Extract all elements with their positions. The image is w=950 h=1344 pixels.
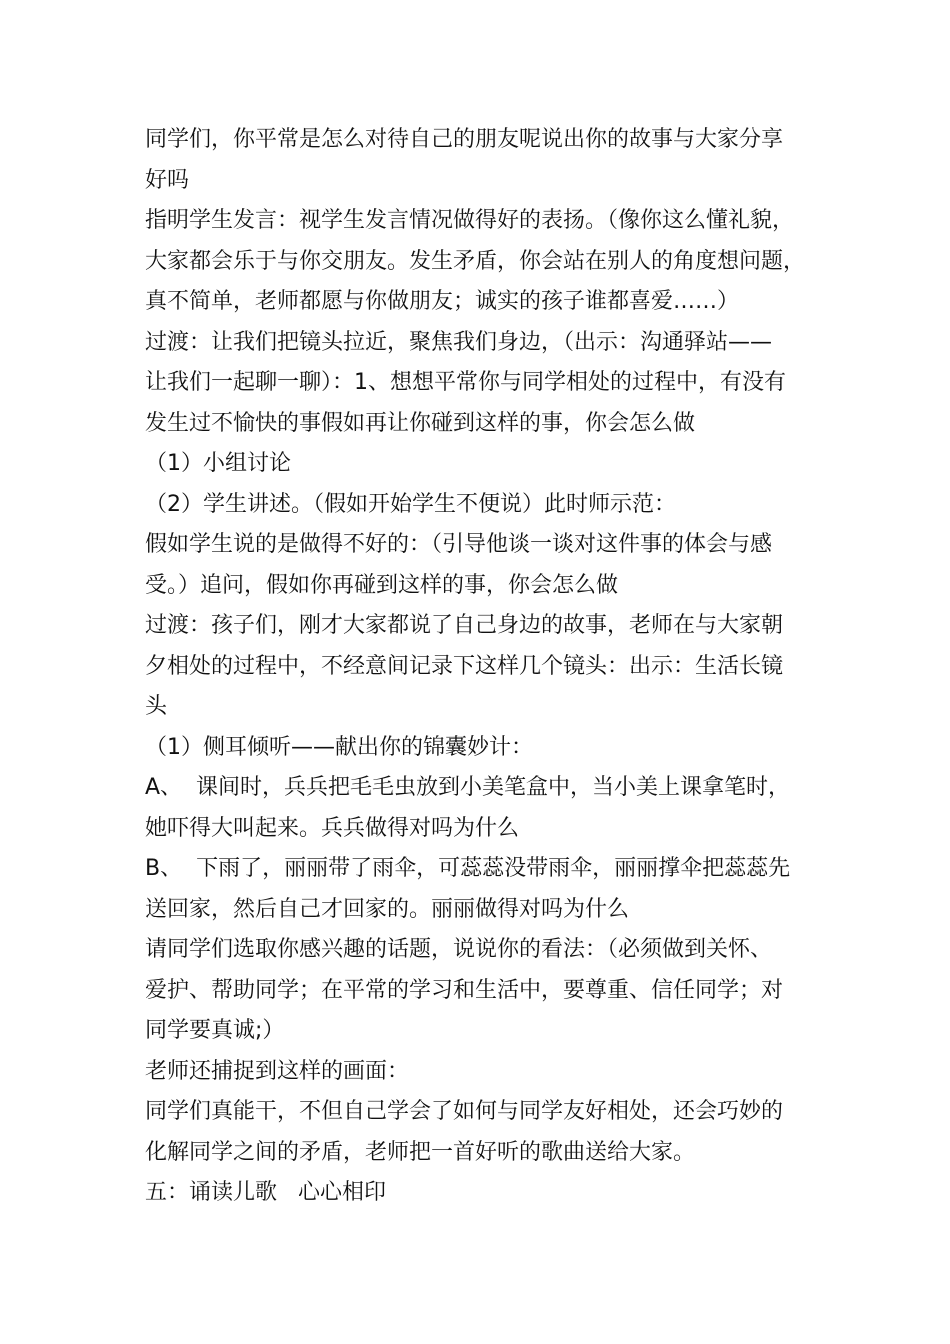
- text-line: 同学们真能干，不但自己学会了如何与同学友好相处，还会巧妙的: [145, 1099, 784, 1124]
- text-line: 爱护、帮助同学；在平常的学习和生活中，要尊重、信任同学；对: [145, 977, 784, 1003]
- text-line: 过渡：让我们把镜头拉近，聚焦我们身边，（出示：沟通驿站——: [145, 329, 773, 355]
- text-line: 同学们，你平常是怎么对待自己的朋友呢说出你的故事与大家分享: [145, 127, 784, 152]
- text-line: 受。）追问，假如你再碰到这样的事，你会怎么做: [145, 572, 619, 598]
- text-line: 真不简单，老师都愿与你做朋友；诚实的孩子谁都喜爱……）: [145, 289, 740, 314]
- text-line: （1）侧耳倾听——献出你的锦囊妙计：: [145, 734, 533, 760]
- section-heading: 五：诵读儿歌 心心相印: [145, 1180, 386, 1205]
- text-line: 头: [145, 694, 168, 719]
- text-line: （1）小组讨论: [145, 451, 291, 476]
- text-line: 化解同学之间的矛盾，老师把一首好听的歌曲送给大家。: [145, 1139, 696, 1165]
- text-line: 送回家，然后自己才回家的。丽丽做得对吗为什么: [145, 896, 630, 922]
- text-line: 过渡：孩子们，刚才大家都说了自己身边的故事，老师在与大家朝: [145, 613, 784, 638]
- text-line: 请同学们选取你感兴趣的话题，说说你的看法：（必须做到关怀、: [145, 937, 773, 962]
- text-line: 老师还捕捉到这样的画面：: [145, 1058, 410, 1084]
- text-line: 夕相处的过程中，不经意间记录下这样几个镜头：出示：生活长镜: [145, 653, 784, 679]
- text-line: 大家都会乐于与你交朋友。发生矛盾，你会站在别人的角度想问题，: [145, 248, 806, 274]
- document-body: [145, 120, 820, 1214]
- text-line: 好吗: [145, 167, 190, 193]
- text-line: （2）学生讲述。（假如开始学生不便说）此时师示范：: [145, 491, 676, 517]
- text-line: A、 课间时，兵兵把毛毛虫放到小美笔盒中，当小美上课拿笔时，: [145, 775, 791, 800]
- text-line: 她吓得大叫起来。兵兵做得对吗为什么: [145, 815, 520, 841]
- text-line: 假如学生说的是做得不好的：（引导他谈一谈对这件事的体会与感: [145, 532, 773, 557]
- text-line: B、 下雨了，丽丽带了雨伞，可蕊蕊没带雨伞，丽丽撑伞把蕊蕊先: [145, 856, 791, 881]
- text-line: 发生过不愉快的事假如再让你碰到这样的事，你会怎么做: [145, 410, 696, 436]
- text-line: 同学要真诚;）: [145, 1018, 285, 1043]
- text-line: 指明学生发言：视学生发言情况做得好的表扬。（像你这么懂礼貌，: [145, 208, 795, 233]
- text-line: 让我们一起聊一聊）：1、想想平常你与同学相处的过程中，有没有: [145, 370, 786, 395]
